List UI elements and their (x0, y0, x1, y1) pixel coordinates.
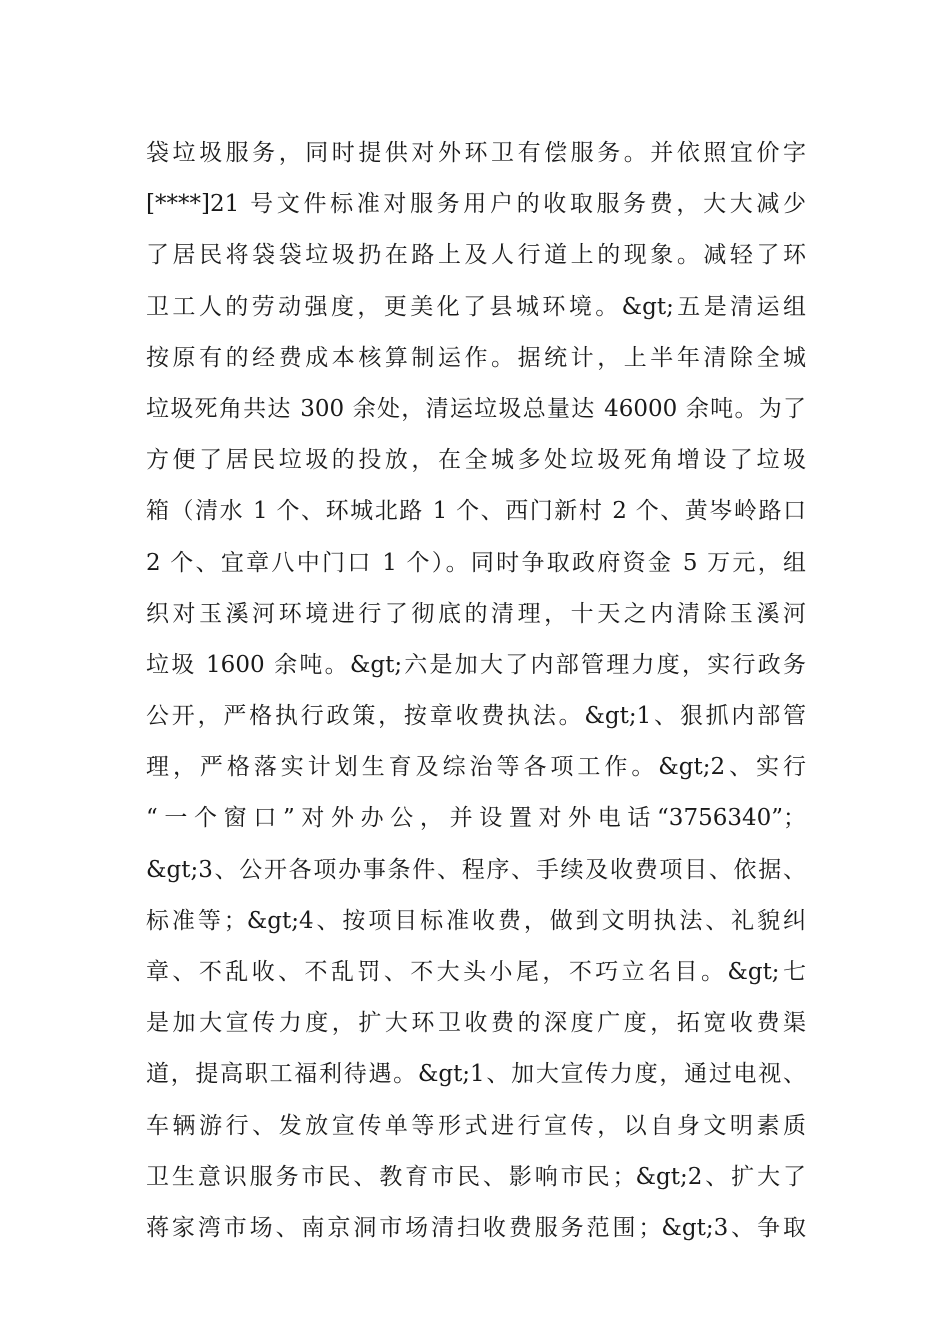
text-line: [****]21 号文件标准对服务用户的收取服务费，大大减少 (146, 191, 806, 218)
text-line: 方便了居民垃圾的投放，在全城多处垃圾死角增设了垃圾 (146, 447, 806, 474)
text-line: 2 个、宜章八中门口 1 个）。同时争取政府资金 5 万元，组 (146, 549, 806, 576)
text-line: 垃圾死角共达 300 余处，清运垃圾总量达 46000 余吨。为了 (146, 395, 806, 422)
text-line: &gt;3、公开各项办事条件、程序、手续及收费项目、依据、 (146, 856, 806, 883)
text-line: 卫工人的劳动强度，更美化了县城环境。&gt;五是清运组 (146, 293, 806, 320)
text-line: 是加大宣传力度，扩大环卫收费的深度广度，拓宽收费渠 (146, 1010, 806, 1037)
text-line: 按原有的经费成本核算制运作。据统计，上半年清除全城 (146, 344, 806, 371)
text-line: 章、不乱收、不乱罚、不大头小尾，不巧立名目。&gt;七 (146, 959, 806, 985)
text-line: “一个窗口”对外办公，并设置对外电话“3756340”； (146, 805, 806, 832)
text-line: 蒋家湾市场、南京洞市场清扫收费服务范围；&gt;3、争取 (146, 1214, 806, 1241)
text-line: 织对玉溪河环境进行了彻底的清理，十天之内清除玉溪河 (146, 600, 806, 627)
text-line: 袋垃圾服务，同时提供对外环卫有偿服务。并依照宜价字 (146, 140, 806, 166)
text-line: 车辆游行、发放宣传单等形式进行宣传，以自身文明素质 (146, 1112, 806, 1139)
text-line: 道，提高职工福利待遇。&gt;1、加大宣传力度，通过电视、 (146, 1061, 806, 1088)
text-line: 卫生意识服务市民、教育市民、影响市民；&gt;2、扩大了 (146, 1163, 806, 1190)
text-line: 公开，严格执行政策，按章收费执法。&gt;1、狠抓内部管 (146, 703, 806, 730)
text-line: 理，严格落实计划生育及综治等各项工作。&gt;2、实行 (146, 754, 806, 781)
text-line: 标准等；&gt;4、按项目标准收费，做到文明执法、礼貌纠 (146, 907, 806, 934)
body-text (146, 128, 806, 1254)
text-line: 垃圾 1600 余吨。&gt;六是加大了内部管理力度，实行政务 (146, 651, 806, 678)
text-line: 箱（清水 1 个、环城北路 1 个、西门新村 2 个、黄岑岭路口 (146, 498, 806, 525)
text-line: 了居民将袋袋垃圾扔在路上及人行道上的现象。减轻了环 (146, 242, 806, 269)
